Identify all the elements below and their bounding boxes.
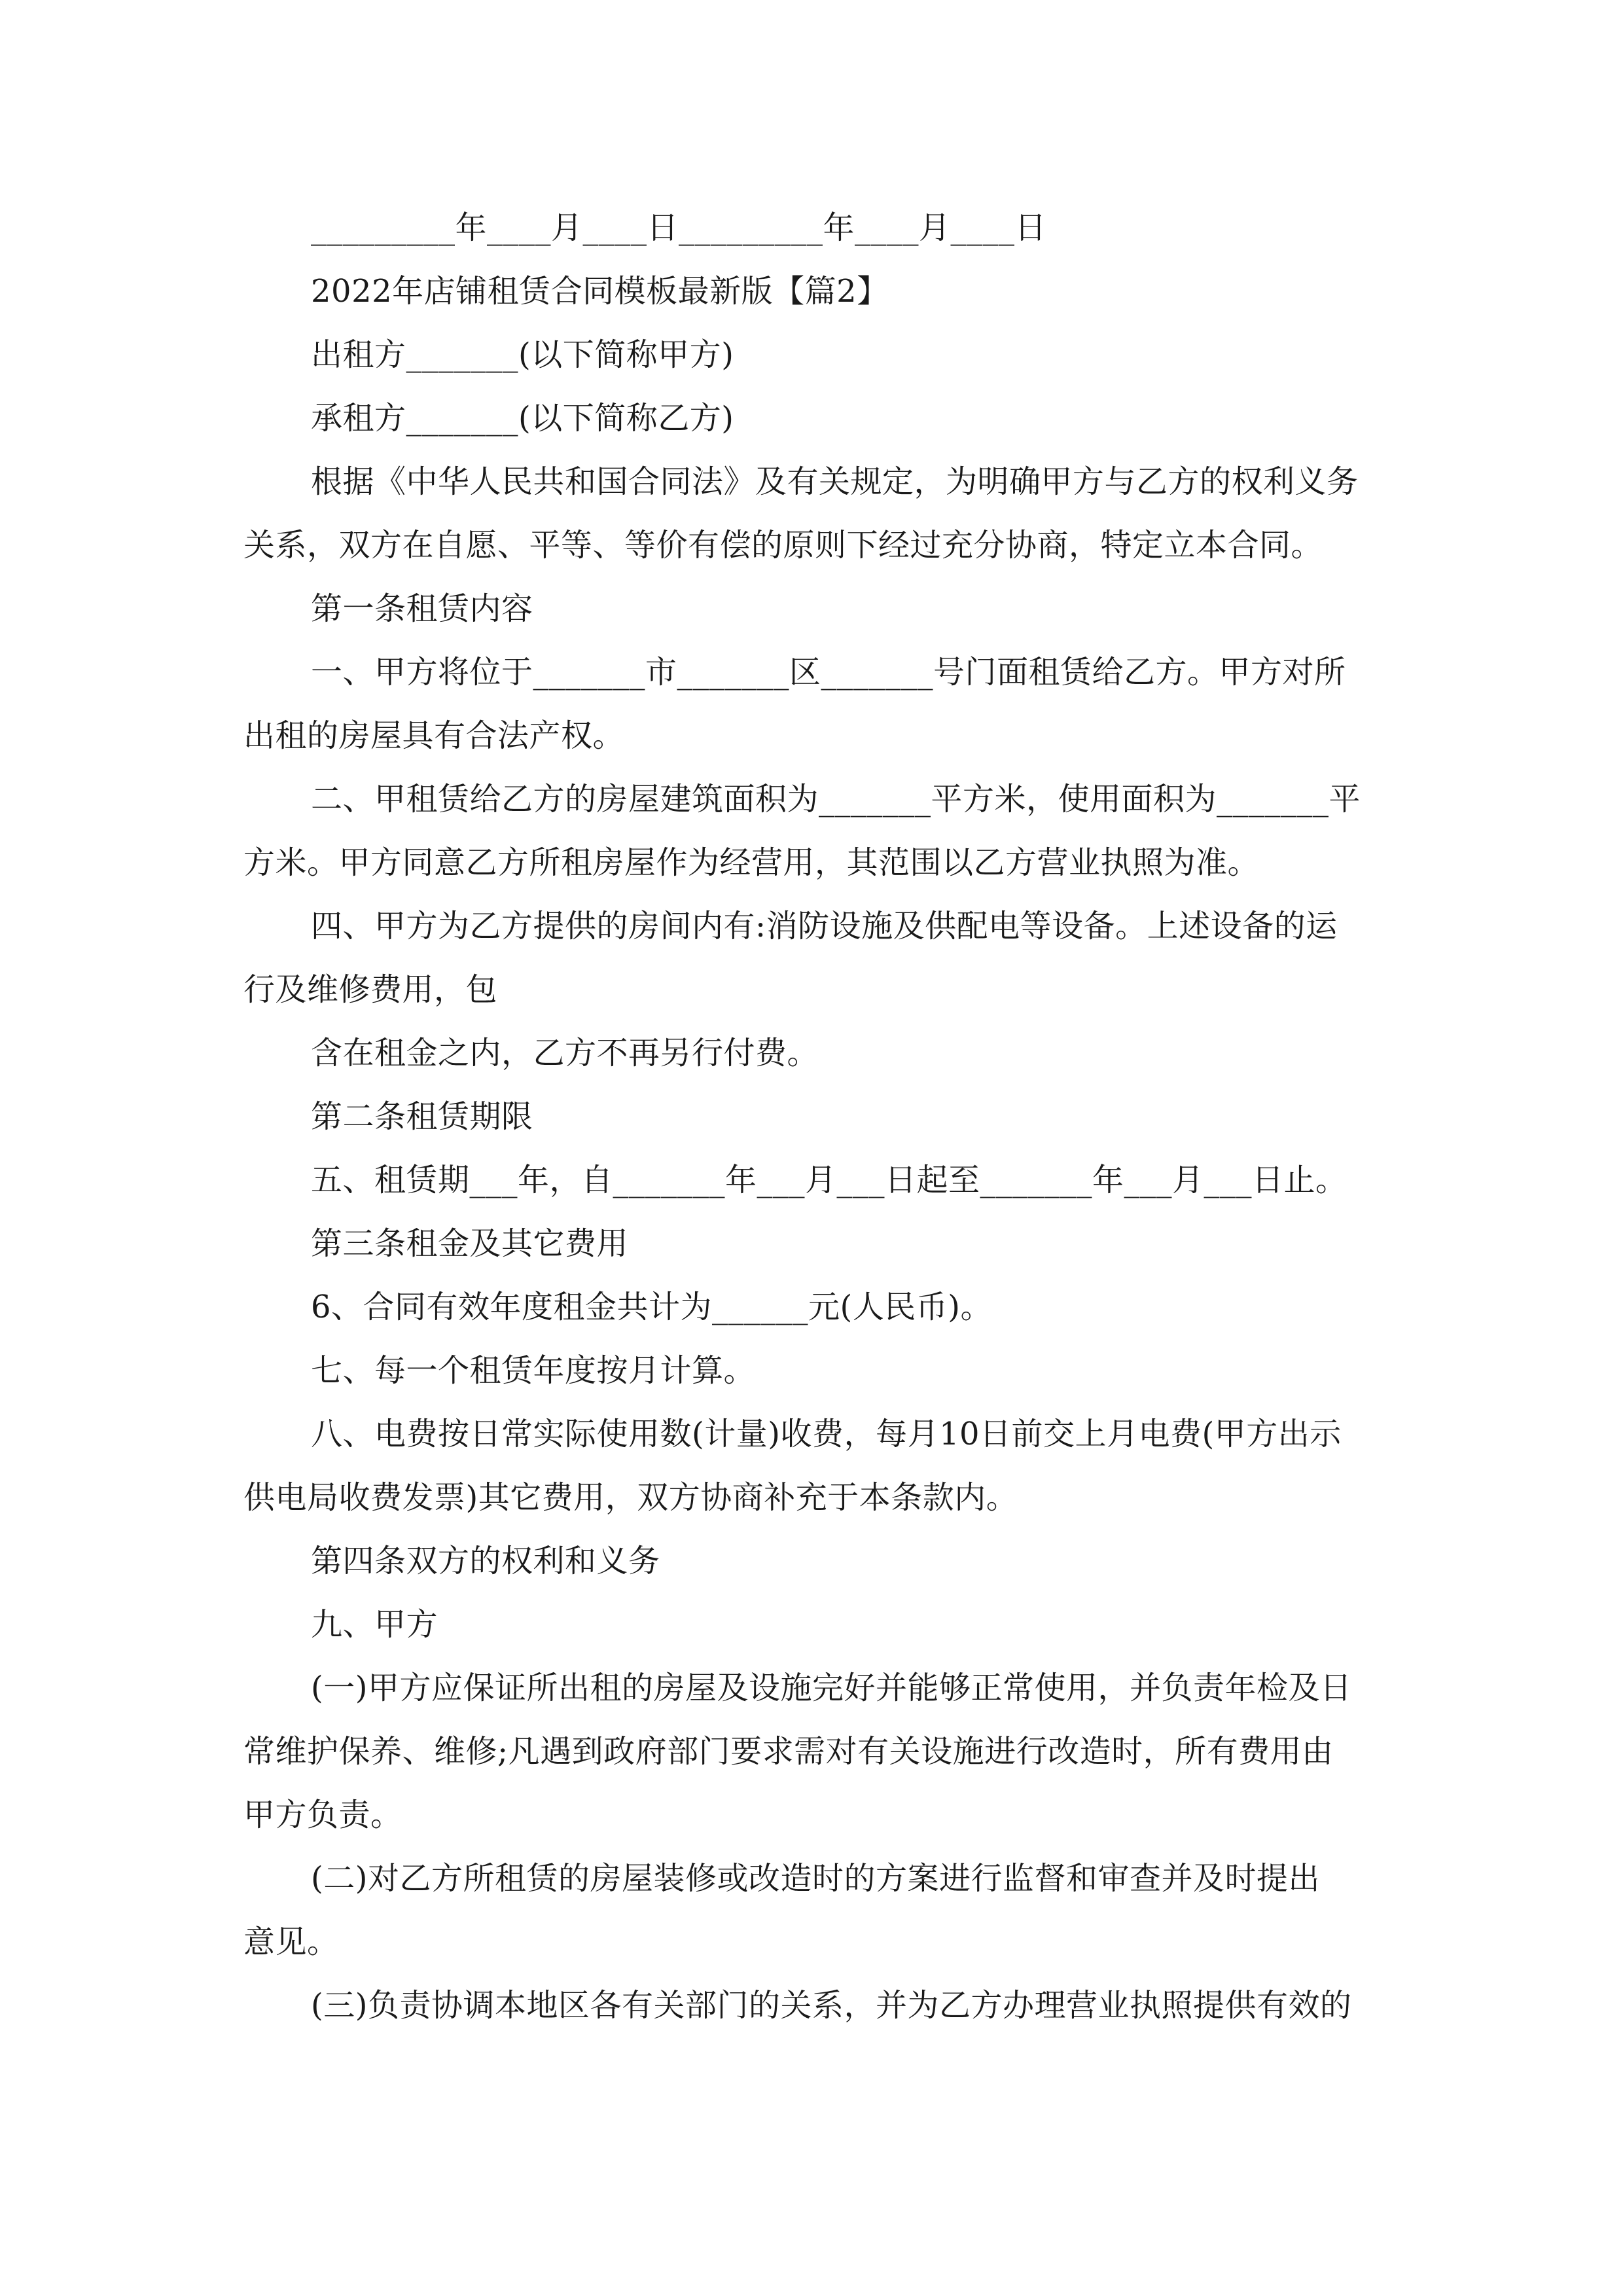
paragraph-line: 四、甲方为乙方提供的房间内有:消防设施及供配电等设备。上述设备的运: [311, 908, 1338, 944]
date-blanks-line: _________年____月____日_________年____月____日: [311, 209, 1047, 246]
paragraph-line: 意见。: [243, 1924, 339, 1960]
article-heading: 第一条租赁内容: [311, 590, 533, 627]
paragraph-line: 供电局收费发票)其它费用，双方协商补充于本条款内。: [243, 1479, 1018, 1516]
paragraph-line: 八、电费按日常实际使用数(计量)收费，每月10日前交上月电费(甲方出示: [311, 1416, 1342, 1452]
lessor-line: 出租方_______(以下简称甲方): [311, 336, 734, 373]
article-heading: 第二条租赁期限: [311, 1098, 533, 1135]
paragraph-line: 常维护保养、维修;凡遇到政府部门要求需对有关设施进行改造时，所有费用由: [243, 1733, 1334, 1770]
paragraph-line: 方米。甲方同意乙方所租房屋作为经营用，其范围以乙方营业执照为准。: [243, 844, 1260, 881]
paragraph-line: 含在租金之内，乙方不再另行付费。: [311, 1035, 819, 1071]
paragraph-line: 根据《中华人民共和国合同法》及有关规定，为明确甲方与乙方的权利义务: [311, 463, 1359, 500]
paragraph-line: 五、租赁期___年，自_______年___月___日起至_______年___月___日止。: [311, 1162, 1347, 1198]
paragraph-line: (三)负责协调本地区各有关部门的关系，并为乙方办理营业执照提供有效的: [311, 1987, 1352, 2024]
section-title: 2022年店铺租赁合同模板最新版【篇2】: [311, 273, 889, 310]
article-heading: 第三条租金及其它费用: [311, 1225, 629, 1262]
paragraph-line: 6、合同有效年度租金共计为______元(人民币)。: [311, 1289, 992, 1325]
paragraph-line: 行及维修费用，包: [243, 971, 498, 1008]
paragraph-line: 九、甲方: [311, 1606, 438, 1643]
paragraph-line: 关系，双方在自愿、平等、等价有偿的原则下经过充分协商，特定立本合同。: [243, 527, 1323, 564]
article-heading: 第四条双方的权利和义务: [311, 1543, 660, 1579]
paragraph-line: (一)甲方应保证所出租的房屋及设施完好并能够正常使用，并负责年检及日: [311, 1670, 1352, 1706]
paragraph-line: 二、甲租赁给乙方的房屋建筑面积为_______平方米，使用面积为_______平: [311, 781, 1361, 817]
paragraph-line: 甲方负责。: [243, 1797, 402, 1833]
lessee-line: 承租方_______(以下简称乙方): [311, 400, 734, 437]
paragraph-line: 出租的房屋具有合法产权。: [243, 717, 625, 754]
paragraph-line: (二)对乙方所租赁的房屋装修或改造时的方案进行监督和审查并及时提出: [311, 1860, 1320, 1897]
paragraph-line: 七、每一个租赁年度按月计算。: [311, 1352, 756, 1389]
paragraph-line: 一、甲方将位于_______市_______区_______号门面租赁给乙方。甲方对所: [311, 654, 1346, 691]
